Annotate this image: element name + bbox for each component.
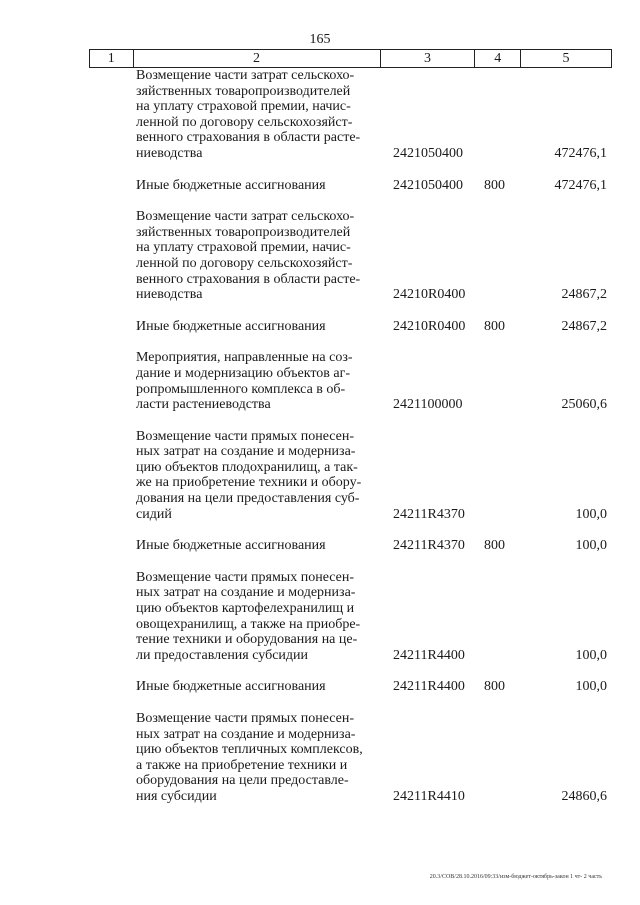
column-header-5: 5 <box>521 50 612 68</box>
description-line: Возмещение части прямых понесен- <box>136 711 355 726</box>
description-line: ленной по договору сельскохозяйст- <box>136 255 353 271</box>
description-line: венного страхования в области расте- <box>136 130 361 146</box>
description-line: оборудования на цели предоставле- <box>136 773 349 789</box>
description-line: Иные бюджетные ассигнования <box>136 679 326 695</box>
row-description <box>136 711 380 805</box>
description-line: Возмещение части прямых понесен- <box>136 428 355 444</box>
expense-type-code: 800 <box>484 318 505 334</box>
amount-value: 24867,2 <box>561 318 607 334</box>
description-line: цию объектов плодохранилищ, а так- <box>136 459 358 475</box>
description-line: на уплату страховой премии, начис- <box>136 99 351 115</box>
description-line: цию объектов картофелехранилищ и <box>136 601 355 617</box>
target-article-code: 24211R4370 <box>393 506 465 522</box>
table-row <box>0 209 640 303</box>
row-description <box>136 570 380 664</box>
row-description <box>136 178 380 194</box>
target-article-code: 24210R0400 <box>393 287 466 303</box>
target-article-code: 24211R4370 <box>393 538 465 554</box>
expense-type-code: 800 <box>484 177 505 193</box>
description-line: дание и модернизацию объектов аг- <box>136 365 350 381</box>
description-line: ных затрат на создание и модерниза- <box>136 726 356 742</box>
target-article-code: 24211R4400 <box>393 647 465 663</box>
description-line: ных затрат на создание и модерниза- <box>136 444 356 460</box>
row-description <box>136 679 380 695</box>
description-line: дования на цели предоставления суб- <box>136 491 360 507</box>
row-description <box>136 68 380 162</box>
amount-value: 472476,1 <box>554 177 607 193</box>
description-line: на уплату страховой премии, начис- <box>136 240 351 256</box>
description-line: венного страхования в области расте- <box>136 271 361 287</box>
table-row <box>0 350 640 412</box>
target-article-code: 24211R4400 <box>393 679 465 695</box>
description-line: тение техники и оборудования на це- <box>136 632 358 648</box>
description-line: Иные бюджетные ассигнования <box>136 177 326 193</box>
table-row <box>0 679 640 695</box>
description-line: Возмещение части прямых понесен- <box>136 569 355 585</box>
description-line: зяйственных товаропроизводителей <box>136 224 351 240</box>
description-line: Иные бюджетные ассигнования <box>136 538 326 554</box>
budget-rows <box>0 68 640 821</box>
row-description <box>136 538 380 554</box>
target-article-code: 2421050400 <box>393 177 463 193</box>
column-header-3: 3 <box>380 50 475 68</box>
description-line: же на приобретение техники и обору- <box>136 475 362 491</box>
table-row <box>0 429 640 523</box>
description-line: Мероприятия, направленные на соз- <box>136 350 353 366</box>
description-line: ласти растениеводства <box>136 397 271 413</box>
table-row <box>0 538 640 554</box>
column-header-table <box>89 49 612 68</box>
description-line: цию объектов тепличных комплексов, <box>136 742 363 758</box>
target-article-code: 24210R0400 <box>393 318 466 334</box>
amount-value: 24860,6 <box>561 788 607 804</box>
description-line: Возмещение части затрат сельскохо- <box>136 68 355 83</box>
amount-value: 25060,6 <box>561 397 607 413</box>
amount-value: 100,0 <box>575 679 607 695</box>
amount-value: 100,0 <box>575 506 607 522</box>
table-row <box>0 711 640 805</box>
table-row <box>0 319 640 335</box>
row-description <box>136 429 380 523</box>
description-line: ния субсидии <box>136 788 217 804</box>
amount-value: 472476,1 <box>554 145 607 161</box>
target-article-code: 2421100000 <box>393 397 463 413</box>
target-article-code: 2421050400 <box>393 145 463 161</box>
row-description <box>136 350 380 412</box>
row-description <box>136 209 380 303</box>
description-line: овощехранилищ, а также на приобре- <box>136 616 361 632</box>
expense-type-code: 800 <box>484 538 505 554</box>
amount-value: 24867,2 <box>561 287 607 303</box>
footer-note: 20.3/СОВ/28.10.2016/09:33/изм-бюджет-октябрь-закон 1 чт- 2 часть <box>429 874 602 880</box>
description-line: ли предоставления субсидии <box>136 647 309 663</box>
description-line: сидий <box>136 506 172 522</box>
table-row <box>0 68 640 162</box>
description-line: ниеводства <box>136 287 203 303</box>
description-line: Возмещение части затрат сельскохо- <box>136 209 355 225</box>
description-line: ленной по договору сельскохозяйст- <box>136 114 353 130</box>
amount-value: 100,0 <box>575 647 607 663</box>
page-number: 165 <box>309 32 331 47</box>
table-row <box>0 570 640 664</box>
expense-type-code: 800 <box>484 679 505 695</box>
description-line: ных затрат на создание и модерниза- <box>136 585 356 601</box>
description-line: а также на приобретение техники и <box>136 757 348 773</box>
table-row <box>0 178 640 194</box>
description-line: ниеводства <box>136 145 203 161</box>
column-header-1: 1 <box>90 50 134 68</box>
description-line: зяйственных товаропроизводителей <box>136 83 351 99</box>
description-line: Иные бюджетные ассигнования <box>136 318 326 334</box>
column-header-2: 2 <box>133 50 380 68</box>
column-header-4: 4 <box>475 50 521 68</box>
target-article-code: 24211R4410 <box>393 788 465 804</box>
row-description <box>136 319 380 335</box>
description-line: ропромышленного комплекса в об- <box>136 381 346 397</box>
amount-value: 100,0 <box>575 538 607 554</box>
